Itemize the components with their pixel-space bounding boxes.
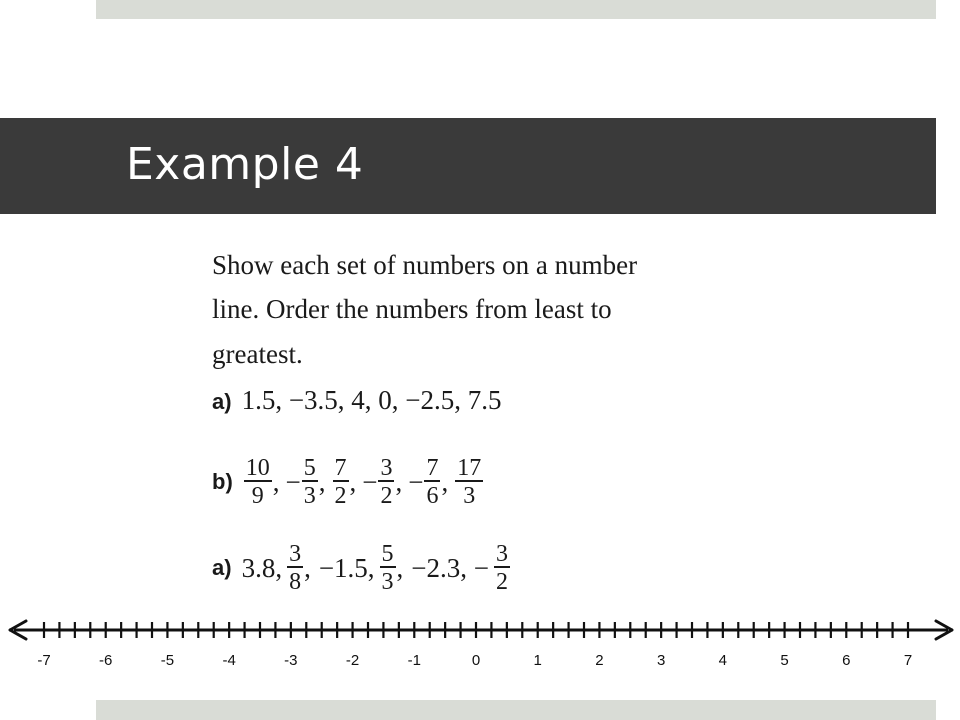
- fraction-denominator: 3: [381, 569, 394, 595]
- part-b: [212, 456, 484, 508]
- part-b-label: b): [212, 469, 233, 494]
- tick-label: 6: [842, 652, 851, 669]
- part-a-values: 1.5, −3.5, 4, 0, −2.5, 7.5: [241, 385, 502, 415]
- fraction-numerator: 7: [426, 455, 439, 481]
- fraction: [244, 456, 272, 508]
- instruction-line-1: Show each set of numbers on a number: [212, 250, 638, 280]
- value-text: 3.8,: [241, 552, 283, 583]
- fraction-denominator: 2: [496, 569, 509, 595]
- fraction-denominator: 3: [463, 483, 476, 509]
- tick-label: -7: [37, 652, 51, 669]
- tick-label: 1: [533, 652, 542, 669]
- fraction: [302, 456, 318, 508]
- fraction-denominator: 6: [426, 483, 439, 509]
- fraction-numerator: 7: [334, 455, 347, 481]
- minus-sign: −: [408, 466, 424, 497]
- tick-label: 3: [656, 652, 666, 669]
- comma: ,: [318, 467, 326, 497]
- fraction-numerator: 10: [245, 455, 270, 481]
- tick-label: -2: [345, 652, 360, 669]
- instruction-line-3: greatest.: [212, 339, 303, 369]
- fraction-numerator: 17: [457, 455, 482, 481]
- fraction: [424, 456, 440, 508]
- tick-label: -5: [160, 652, 175, 669]
- tick-label: -6: [99, 652, 113, 669]
- bottom-decor-band: [96, 700, 936, 720]
- part-a-label: a): [212, 389, 232, 414]
- tick-label: 5: [780, 652, 789, 669]
- number-line: [0, 605, 960, 675]
- fraction-numerator: 5: [381, 541, 394, 567]
- tick-label: -3: [284, 652, 298, 669]
- fraction-denominator: 2: [380, 483, 393, 509]
- part-c-terms: [242, 542, 511, 594]
- fraction-numerator: 5: [303, 455, 316, 481]
- comma: ,: [396, 553, 404, 583]
- instruction-line-2: line. Order the numbers from least to: [212, 294, 612, 324]
- value-text: −1.5,: [318, 552, 375, 583]
- fraction-denominator: 3: [303, 483, 316, 509]
- comma: ,: [395, 467, 403, 497]
- part-a: [212, 385, 502, 416]
- minus-sign: −: [285, 466, 301, 497]
- fraction-denominator: 2: [334, 483, 347, 509]
- fraction: [380, 542, 396, 594]
- slide-title: Example 4: [126, 139, 364, 190]
- fraction-numerator: 3: [380, 455, 393, 481]
- comma: ,: [441, 467, 449, 497]
- comma: ,: [349, 467, 357, 497]
- comma: ,: [272, 467, 280, 497]
- part-b-terms: [243, 456, 484, 508]
- fraction: [333, 456, 349, 508]
- fraction-numerator: 3: [289, 541, 302, 567]
- fraction-numerator: 3: [496, 541, 509, 567]
- minus-sign: −: [362, 466, 378, 497]
- fraction: [378, 456, 394, 508]
- fraction: [455, 456, 483, 508]
- tick-label: 4: [718, 652, 728, 669]
- fraction-denominator: 9: [251, 483, 264, 509]
- tick-label: 7: [903, 652, 913, 669]
- tick-label: -1: [407, 652, 421, 669]
- fraction: [494, 542, 510, 594]
- comma: ,: [304, 553, 311, 583]
- part-c: [212, 542, 511, 594]
- fraction-denominator: 8: [289, 569, 302, 595]
- top-decor-band: [96, 0, 936, 19]
- part-c-label: a): [212, 555, 232, 580]
- tick-label: -4: [222, 652, 236, 669]
- fraction: [287, 542, 303, 594]
- tick-label: 0: [471, 652, 481, 669]
- value-text: −2.3, −: [411, 552, 490, 583]
- tick-label: 2: [595, 652, 604, 669]
